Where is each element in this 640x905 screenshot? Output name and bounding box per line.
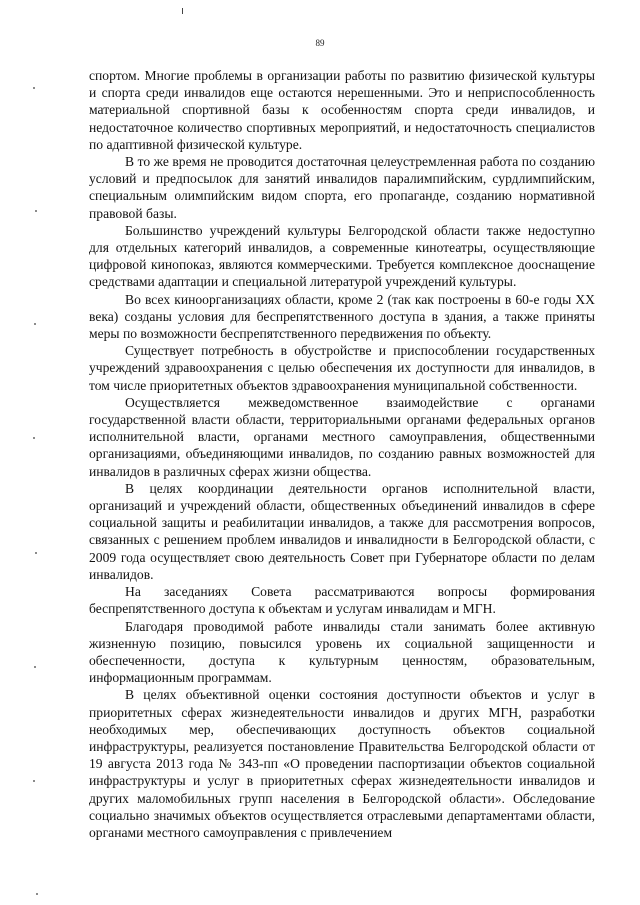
paragraph-active-position: Благодаря проводимой работе инвалиды стали занимать более активную жизненную позицию, повысился уровень их социальной защищенности и обеспеченности, доступа к культурным ценностям, образовательным, информационным программам. bbox=[89, 618, 595, 686]
paragraph-council-meetings: На заседаниях Совета рассматриваются вопросы формирования беспрепятственного доступа к объектам и услугам инвалидам и МГН. bbox=[89, 584, 595, 617]
paragraph-culture-institutions: Большинство учреждений культуры Белгородской области также недоступно для отдельных категорий инвалидов, а современные кинотеатры, осуществляющие цифровой кинопоказ, являются коммерческими. Требуется комплексное дооснащение средствами адаптации и специальной литературой учреждений культуры. bbox=[89, 222, 595, 290]
scan-speck bbox=[35, 552, 37, 554]
scan-speck bbox=[34, 323, 36, 325]
scan-speck bbox=[34, 666, 36, 668]
scan-speck bbox=[33, 87, 35, 89]
page-number: 89 bbox=[315, 38, 325, 48]
paragraph-passportization: В целях объективной оценки состояния доступности объектов и услуг в приоритетных сферах жизнедеятельности инвалидов и других МГН, разработки необходимых мер, обеспечивающих доступность объектов социальной инфраструктуры, реализуется постановление Правительства Белгородской области от 19 августа 2013 года № 343-пп «О проведении паспортизации объектов социальной инфраструктуры и услуг в приоритетных сферах жизнедеятельности инвалидов и других маломобильных групп населения в Белгородской области». Обследование социально значимых объектов осуществляется отраслевыми департаментами области, органами местного самоуправления с привлечением bbox=[89, 687, 595, 840]
paragraph-interagency-cooperation: Осуществляется межведомственное взаимодействие с органами государственной власти области, территориальными органами федеральных органов исполнительной власти, органами местного самоуправления, общественными организациями, объединяющими инвалидов, по созданию равных возможностей для инвалидов в различных сферах жизни общества. bbox=[89, 394, 595, 479]
paragraph-paralympic-conditions: В то же время не проводится достаточная целеустремленная работа по созданию условий и предпосылок для занятий инвалидов паралимпийским, сурдлимпийским, специальным олимпийским видом спорта, его пропаганде, созданию нормативной правовой базы. bbox=[89, 154, 595, 221]
scan-speck bbox=[35, 210, 37, 212]
paragraph-healthcare-needs: Существует потребность в обустройстве и приспособлении государственных учреждений здравоохранения с целью обеспечения их доступности для инвалидов, в том числе приоритетных объектов здравоохранения муниципальной собственности. bbox=[89, 343, 595, 393]
scan-mark bbox=[182, 8, 183, 14]
paragraph-governor-council: В целях координации деятельности органов исполнительной власти, организаций и учреждений области, общественных объединений инвалидов в сфере социальной защиты и реабилитации инвалидов, а также для рассмотрения вопросов, связанных с решением проблем инвалидов и инвалидности в Белгородской области, с 2009 года осуществляет свою деятельность Совет при Губернаторе области по делам инвалидов. bbox=[89, 480, 595, 582]
scan-speck bbox=[36, 893, 38, 895]
paragraph-sport-problems: спортом. Многие проблемы в организации работы по развитию физической культуры и спорта среди инвалидов еще остаются нерешенными. Это и неприспособленность материальной спортивной базы к особенностям спорта среди инвалидов, и недостаточное количество спортивных мероприятий, и недостаточность специалистов по адаптивной физической культуре. bbox=[89, 68, 595, 152]
scan-speck bbox=[33, 780, 35, 782]
scan-speck bbox=[33, 437, 35, 439]
paragraph-cinema-access: Во всех киноорганизациях области, кроме 2 (так как построены в 60-е годы XX века) созданы условия для беспрепятственного доступа в здания, а также приняты меры по возможности беспрепятственного передвижения по объекту. bbox=[89, 291, 595, 342]
body-text bbox=[89, 67, 595, 841]
